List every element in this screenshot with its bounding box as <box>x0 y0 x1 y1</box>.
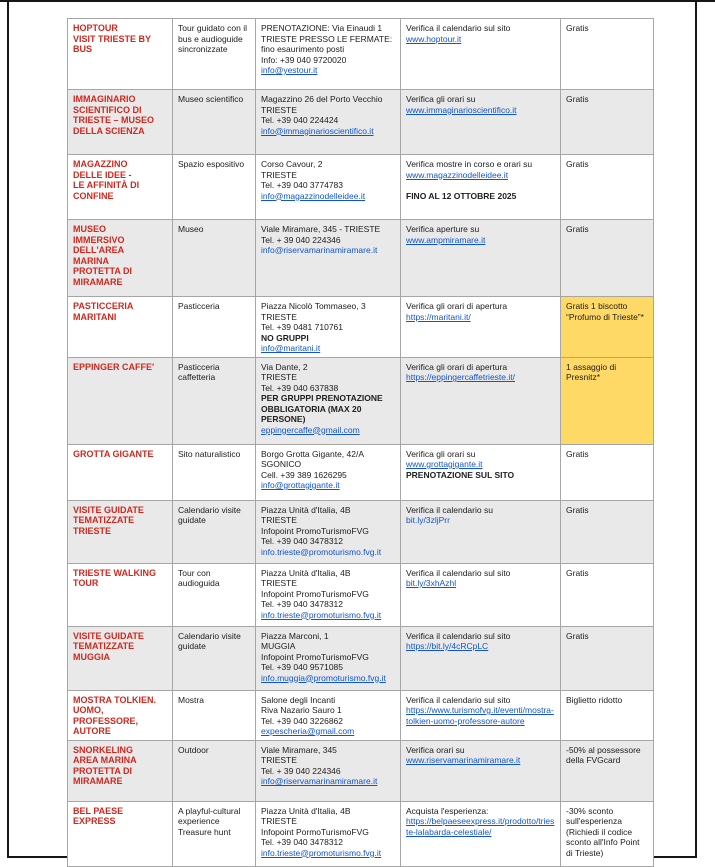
offer-name-line: AREA MARINA <box>73 755 137 765</box>
cell-text-line: Piazza Marconi, 1 <box>261 630 329 641</box>
offer-name-line: LE AFFINITÀ DI <box>73 180 140 190</box>
offer-price-line: Gratis <box>566 504 589 515</box>
cell-link[interactable]: https://eppingercaffetrieste.it/ <box>406 372 515 382</box>
cell-text-line: PER GRUPPI PRENOTAZIONE OBBLIGATORIA (MAX 20 PERSONE) <box>261 393 383 424</box>
cell-text-line: Corso Cavour, 2 <box>261 159 323 169</box>
offers-table <box>67 18 654 867</box>
cell-link-line <box>261 191 395 202</box>
offer-price-cell <box>561 691 653 740</box>
offer-name-line: SCIENTIFICO DI <box>73 104 142 115</box>
offer-price-line: Biglietto ridotto <box>566 694 623 705</box>
offer-name-cell <box>68 220 173 296</box>
cell-text-line: Tel. + 39 040 224346 <box>261 765 341 776</box>
table-row <box>68 627 653 691</box>
cell-text-line: Tel. +39 040 3226862 <box>261 715 344 726</box>
offer-price-line: 1 assaggio di <box>566 361 617 372</box>
cell-text-line: Via Dante, 2 <box>261 361 308 372</box>
cell-text-line: Infopoint PromoTurismoFVG <box>261 651 369 662</box>
table-row <box>68 501 653 564</box>
cell-link-line <box>406 34 555 45</box>
offer-name-line: BEL PAESE <box>73 805 124 816</box>
cell-link[interactable]: bit.ly/3zljPrr <box>406 515 450 525</box>
offer-name-cell <box>68 297 173 357</box>
offer-name-line: MOSTRA TOLKIEN. <box>73 694 156 705</box>
cell-link[interactable]: info@riservamarinamiramare.it <box>261 245 378 255</box>
offer-name-line: BUS <box>73 44 93 54</box>
offer-name-line: GROTTA GIGANTE <box>73 448 154 459</box>
offer-contact-cell <box>256 445 401 500</box>
cell-text-line: Tel. +39 040 3478312 <box>261 599 344 609</box>
cell-text-line: Viale Miramare, 345 <box>261 744 337 755</box>
offer-contact-cell <box>256 297 401 357</box>
cell-text-line: NO GRUPPI <box>261 332 309 343</box>
offer-name-line: SNORKELING <box>73 744 134 755</box>
offer-name-cell <box>68 741 173 801</box>
offer-type-line: A playful-cultural <box>178 805 241 816</box>
cell-text-line: fino esaurimento posti <box>261 44 345 54</box>
cell-text-line: Magazzino 26 del Porto Vecchio <box>261 94 383 104</box>
cell-link[interactable]: info@magazzinodelleidee.it <box>261 190 366 201</box>
cell-text-line: Piazza Unità d'Italia, 4B <box>261 805 351 816</box>
offer-price-line: Gratis 1 biscotto <box>566 301 628 311</box>
cell-text-line: Infopoint PormoTurismoFVG <box>261 826 369 837</box>
cell-link[interactable]: info@immaginarioscientifico.it <box>261 125 374 136</box>
cell-text-line: Tel. + 39 040 224346 <box>261 234 341 245</box>
offer-name-line: TEMATIZZATE <box>73 641 135 651</box>
offer-type-line: Calendario visite <box>178 630 241 641</box>
cell-link-line <box>406 816 555 837</box>
offer-verify-cell <box>401 220 561 296</box>
offer-contact-cell <box>256 19 401 89</box>
offer-name-line: PROTETTA DI <box>73 765 132 776</box>
offer-type-cell <box>173 741 256 801</box>
offer-type-cell <box>173 691 256 740</box>
offer-type-cell <box>173 802 256 866</box>
cell-text-line: Tel. +39 0481 710761 <box>261 322 344 332</box>
cell-link[interactable]: info.muggia@promoturismo.fvg.it <box>261 672 386 683</box>
offer-type-cell <box>173 501 256 563</box>
cell-text-line: Salone degli Incanti <box>261 694 336 705</box>
table-row <box>68 564 653 627</box>
table-row <box>68 445 653 501</box>
offer-price-cell <box>561 741 653 801</box>
offer-price-line: Gratis <box>566 567 589 578</box>
offer-price-line: della FVGcard <box>566 755 621 765</box>
cell-link-line <box>261 343 395 354</box>
cell-text-line: TRIESTE <box>261 169 297 180</box>
offer-contact-cell <box>256 564 401 626</box>
offer-type-line: sincronizzate <box>178 44 228 54</box>
offer-price-cell <box>561 445 653 500</box>
offer-type-line: Museo scientifico <box>178 94 244 104</box>
offer-name-line: MIRAMARE <box>73 776 123 786</box>
cell-link-line <box>261 245 395 256</box>
cell-link[interactable]: https://www.turismofvg.it/eventi/mostra-tolkien-uomo-professore-autore <box>406 705 554 726</box>
offer-name-line: IMMAGINARIO <box>73 94 136 104</box>
cell-link-line <box>406 372 555 383</box>
cell-text-line: Tel. +39 040 3478312 <box>261 837 344 847</box>
cell-text-line: Cell. +39 389 1626295 <box>261 469 347 480</box>
offer-contact-cell <box>256 220 401 296</box>
cell-link-line <box>406 235 555 246</box>
cell-link-line <box>261 425 395 436</box>
cell-link-line <box>406 312 555 323</box>
offer-name-line: VISITE GUIDATE <box>73 630 144 641</box>
cell-link-line <box>261 776 395 787</box>
offer-price-line: -50% al possessore <box>566 744 641 755</box>
offer-name-line: HOPTOUR <box>73 23 118 33</box>
offer-name-line: MARINA <box>73 255 109 266</box>
offer-price-line: di Trieste) <box>566 847 604 858</box>
offer-type-line: Outdoor <box>178 744 209 755</box>
cell-text-line: TRIESTE PRESSO LE FERMATE: <box>261 33 393 44</box>
offer-type-cell <box>173 564 256 626</box>
offer-verify-cell <box>401 358 561 444</box>
offer-verify-cell <box>401 741 561 801</box>
offer-type-line: Tour guidato con il <box>178 23 247 33</box>
cell-text-line: Borgo Grotta Gigante, 42/A <box>261 448 365 459</box>
cell-text-line: Piazza Unità d'Italia, 4B <box>261 504 351 515</box>
cell-text-line: Tel. +39 040 9571085 <box>261 662 344 672</box>
offer-type-cell <box>173 155 256 219</box>
cell-link-line <box>406 459 555 470</box>
offer-name-cell <box>68 501 173 563</box>
cell-link-line <box>261 547 395 558</box>
cell-link[interactable]: www.riservamarinamiramare.it <box>406 755 521 765</box>
offer-name-cell <box>68 691 173 740</box>
cell-link-line <box>406 755 555 766</box>
offer-price-line: sconto all'Info Point <box>566 837 640 847</box>
cell-link[interactable]: expescheria@gmail.com <box>261 726 355 736</box>
cell-link[interactable]: https://maritani.it/ <box>406 311 471 322</box>
offer-price-cell <box>561 90 653 154</box>
table-row <box>68 358 653 445</box>
offer-name-line: VISIT TRIESTE BY <box>73 33 152 44</box>
offer-type-line: Sito naturalistico <box>178 448 241 459</box>
cell-text-line: Verifica aperture su <box>406 224 480 234</box>
table-row <box>68 297 653 358</box>
offer-name-line: DELLA SCIENZA <box>73 125 145 136</box>
cell-text-line: TRIESTE <box>261 104 297 115</box>
cell-link-line <box>406 515 555 526</box>
offer-price-line: “Profumo di Trieste”* <box>566 311 644 322</box>
cell-link[interactable]: info.trieste@promoturismo.fvg.it <box>261 546 382 557</box>
offer-price-cell <box>561 155 653 219</box>
offer-price-line: Gratis <box>566 23 589 33</box>
offer-type-line: audioguida <box>178 578 220 588</box>
cell-text-line <box>406 180 555 191</box>
cell-text-line: Info: +39 040 9720020 <box>261 54 347 65</box>
offer-price-cell <box>561 19 653 89</box>
cell-text-line: PRENOTAZIONE: Via Einaudi 1 <box>261 23 383 33</box>
offer-verify-cell <box>401 691 561 740</box>
cell-link[interactable]: www.magazzinodelleidee.it <box>406 169 509 180</box>
cell-link-line <box>261 726 395 737</box>
cell-link[interactable]: info@riservamarinamiramare.it <box>261 776 378 786</box>
offer-name-cell <box>68 445 173 500</box>
offer-name-line: VISITE GUIDATE <box>73 504 144 515</box>
cell-link-line <box>261 126 395 137</box>
cell-text-line: PRENOTAZIONE SUL SITO <box>406 469 515 480</box>
cell-text-line: MUGGIA <box>261 641 296 651</box>
cell-link[interactable]: info.trieste@promoturismo.fvg.it <box>261 847 382 858</box>
cell-text-line: Verifica orari su <box>406 744 465 755</box>
offer-verify-cell <box>401 627 561 690</box>
cell-text-line: TRIESTE <box>261 311 297 322</box>
offer-type-cell <box>173 297 256 357</box>
cell-link[interactable]: www.ampmiramare.it <box>406 234 486 245</box>
table-row <box>68 90 653 155</box>
table-row <box>68 741 653 802</box>
cell-link[interactable]: eppingercaffe@gmail.com <box>261 424 360 435</box>
cell-link-line <box>406 578 555 589</box>
cell-link[interactable]: www.immaginarioscientifico.it <box>406 104 517 115</box>
offer-type-cell <box>173 627 256 690</box>
offer-type-line: caffetteria <box>178 372 216 382</box>
offer-type-line: Museo <box>178 224 204 234</box>
offer-price-cell <box>561 564 653 626</box>
offer-type-line: guidate <box>178 515 206 525</box>
offer-name-cell <box>68 155 173 219</box>
offer-type-line: Treasure hunt <box>178 826 231 837</box>
offer-verify-cell <box>401 802 561 866</box>
table-row <box>68 220 653 297</box>
cell-text-line: TRIESTE <box>261 515 297 525</box>
offer-price-cell <box>561 501 653 563</box>
offer-price-line: sull'esperienza <box>566 816 622 826</box>
offer-name-line: TEMATIZZATE <box>73 515 135 525</box>
cell-text-line: Acquista l'esperienza: <box>406 805 489 816</box>
offer-type-cell <box>173 445 256 500</box>
offer-verify-cell <box>401 155 561 219</box>
cell-link-line <box>406 641 555 652</box>
offer-price-cell <box>561 627 653 690</box>
cell-text-line: Tel. +39 040 637838 <box>261 382 339 393</box>
offer-verify-cell <box>401 19 561 89</box>
cell-link-line <box>406 170 555 181</box>
cell-text-line: Verifica gli orari su <box>406 94 476 104</box>
cell-text-line: Piazza Nicolò Tommaseo, 3 <box>261 301 366 311</box>
offer-name-line: IMMERSIVO <box>73 234 125 245</box>
cell-text-line: TRIESTE <box>261 816 297 826</box>
cell-text-line: TRIESTE <box>261 755 297 765</box>
cell-link-line <box>261 673 395 684</box>
offer-type-cell <box>173 90 256 154</box>
cell-link-line <box>261 480 395 491</box>
offer-name-line: MIRAMARE <box>73 276 123 287</box>
cell-text-line: Piazza Unità d'Italia, 4B <box>261 567 351 578</box>
offer-name-line: MUSEO <box>73 224 107 234</box>
offer-contact-cell <box>256 90 401 154</box>
offer-price-cell <box>561 802 653 866</box>
cell-text-line: Verifica il calendario sul sito <box>406 567 511 578</box>
document-page <box>7 0 697 858</box>
offer-verify-cell <box>401 297 561 357</box>
cell-link[interactable]: info@maritani.it <box>261 343 321 353</box>
table-row <box>68 155 653 220</box>
cell-link[interactable]: www.grottagigante.it <box>406 459 483 469</box>
offer-name-cell <box>68 90 173 154</box>
offer-price-cell <box>561 220 653 296</box>
offer-name-line: AUTORE <box>73 726 111 736</box>
offer-type-cell <box>173 358 256 444</box>
offer-type-line: guidate <box>178 641 206 651</box>
offer-price-line: Presnitz* <box>566 372 601 382</box>
offer-contact-cell <box>256 741 401 801</box>
offer-name-line: EXPRESS <box>73 816 116 826</box>
offer-contact-cell <box>256 501 401 563</box>
offer-name-line: MARITANI <box>73 311 117 322</box>
offer-price-cell <box>561 358 653 444</box>
offer-price-line: (Richiedi il codice <box>566 826 633 837</box>
cell-link[interactable]: www.hoptour.it <box>406 33 462 44</box>
offer-name-line: EPPINGER CAFFE' <box>73 361 155 372</box>
cell-text-line: Verifica il calendario sul sito <box>406 694 511 705</box>
cell-link-line <box>261 65 395 76</box>
table-row <box>68 691 653 741</box>
offer-price-line: -30% sconto <box>566 805 614 816</box>
cell-link[interactable]: https://belpaeseexpress.it/prodotto/trieste-lalabarda-celestiale/ <box>406 816 555 837</box>
offer-contact-cell <box>256 802 401 866</box>
offer-name-line: TRIESTE <box>73 525 112 536</box>
offer-contact-cell <box>256 627 401 690</box>
offer-verify-cell <box>401 445 561 500</box>
offer-name-line: TRIESTE – MUSEO <box>73 115 155 125</box>
cell-text-line: Infopoint PromoTurismoFVG <box>261 525 369 536</box>
offer-type-cell <box>173 220 256 296</box>
offer-name-line: MUGGIA <box>73 651 110 662</box>
cell-link-line <box>261 610 395 621</box>
table-row <box>68 802 653 867</box>
cell-link[interactable]: info.trieste@promoturismo.fvg.it <box>261 609 382 620</box>
offer-name-cell <box>68 564 173 626</box>
cell-text-line: Verifica il calendario sul sito <box>406 23 511 33</box>
offer-name-line: TRIESTE WALKING <box>73 567 156 578</box>
cell-text-line: Tel. +39 040 224424 <box>261 115 339 125</box>
offer-type-line: Tour con <box>178 567 211 578</box>
cell-text-line: TRIESTE <box>261 372 297 382</box>
cell-text-line: SGONICO <box>261 459 302 469</box>
offer-price-line: Gratis <box>566 94 589 104</box>
offer-verify-cell <box>401 564 561 626</box>
cell-text-line: Verifica gli orari di apertura <box>406 301 508 311</box>
cell-text-line: Verifica gli orari su <box>406 448 476 459</box>
offer-name-line: PROFESSORE, <box>73 715 139 726</box>
offer-price-line: Gratis <box>566 448 589 459</box>
cell-link[interactable]: info@grottagigante.it <box>261 480 340 490</box>
offer-verify-cell <box>401 501 561 563</box>
offer-price-line: Gratis <box>566 159 589 169</box>
offer-name-cell <box>68 802 173 866</box>
offer-name-cell <box>68 358 173 444</box>
cell-link[interactable]: https://bit.ly/4cRCpLC <box>406 641 489 651</box>
cell-link-line <box>406 105 555 116</box>
offer-name-line: UOMO, <box>73 705 104 715</box>
offer-name-line: DELLE IDEE - <box>73 169 132 180</box>
offer-name-cell <box>68 19 173 89</box>
offer-name-line: PASTICCERIA <box>73 301 134 311</box>
offer-contact-cell <box>256 155 401 219</box>
offer-type-line: experience <box>178 816 220 826</box>
offer-price-line: Gratis <box>566 630 589 641</box>
cell-text-line: TRIESTE <box>261 578 297 588</box>
cell-text-line: Tel. +39 040 3774783 <box>261 180 344 190</box>
offer-type-line: Mostra <box>178 694 204 705</box>
offer-type-cell <box>173 19 256 89</box>
offer-name-line: TOUR <box>73 578 99 588</box>
cell-text-line: Riva Nazario Sauro 1 <box>261 705 342 715</box>
offer-price-line: Gratis <box>566 224 589 234</box>
offer-type-line: bus e audioguide <box>178 33 243 44</box>
table-row <box>68 19 653 90</box>
cell-text-line: FINO AL 12 OTTOBRE 2025 <box>406 190 517 201</box>
offer-contact-cell <box>256 691 401 740</box>
cell-link-line <box>261 848 395 859</box>
offer-type-line: Pasticceria <box>178 301 220 311</box>
cell-text-line: Infopoint PromoTurismoFVG <box>261 588 369 599</box>
cell-text-line: Verifica mostre in corso e orari su <box>406 159 533 169</box>
offer-name-line: MAGAZZINO <box>73 159 128 169</box>
offer-name-line: CONFINE <box>73 190 114 201</box>
cell-link[interactable]: info@yestour.it <box>261 65 318 75</box>
offer-name-line: DELL'AREA <box>73 245 125 255</box>
cell-link[interactable]: bit.ly/3xhAzhl <box>406 578 457 588</box>
offer-name-line: PROTETTA DI <box>73 266 132 276</box>
offer-contact-cell <box>256 358 401 444</box>
cell-text-line: Verifica il calendario sul sito <box>406 630 511 641</box>
offer-price-cell <box>561 297 653 357</box>
cell-text-line: Verifica il calendario su <box>406 504 493 515</box>
offer-type-line: Spazio espositivo <box>178 159 245 169</box>
offer-verify-cell <box>401 90 561 154</box>
offer-type-line: Calendario visite <box>178 504 241 515</box>
cell-link-line <box>406 705 555 726</box>
cell-text-line: Viale Miramare, 345 - TRIESTE <box>261 224 381 234</box>
cell-text-line: Tel. +39 040 3478312 <box>261 536 344 546</box>
cell-text-line: Verifica gli orari di apertura <box>406 361 508 372</box>
offer-type-line: Pasticceria <box>178 361 220 372</box>
offer-name-cell <box>68 627 173 690</box>
